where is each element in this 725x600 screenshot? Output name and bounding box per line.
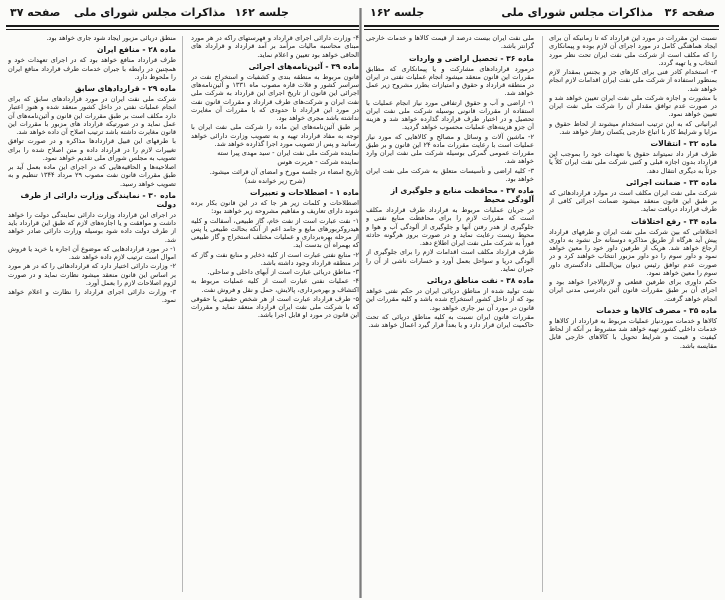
page-running-title: مذاکرات مجلس شورای ملی <box>74 6 226 19</box>
paragraph: شرکت ملی نفت ایران در مورد قراردادهای سابق که برای انجام عملیات نفتی در داخل کشور منعقد شده و هنوز اعتبار دارد مکلف است بر طبق مقررات این قانون و آئین‌نامه‌های آن عمل نماید و در صورتیکه قرارداد های مزبور با مقررات این قانون مغایرت داشته باشد ترتیب اصلاح آن داده خواهد شد. <box>8 95 176 136</box>
paragraph: منطق دریائی مزبور ایجاد شود جاری خواهد بود. <box>46 34 176 42</box>
article-heading: ماده ۳۳ - ضمانت اجرائی <box>625 177 717 187</box>
book-gutter <box>359 8 362 598</box>
text-column-left <box>366 34 534 596</box>
page-number: صفحه ۳۷ <box>10 6 61 19</box>
paragraph: ۲- ماشین آلات و وسائل و مصالح و کالاهایی که مورد نیاز عملیات است با رعایت مقررات ماده ۲۴ این قانون و بر طبق مقررات عمومی گمرکی بوسیله شرکت ملی نفت ایران وارد خواهد شد. <box>366 132 534 166</box>
paragraph: بر طبق آئین‌نامه‌های این ماده را شرکت ملی نفت ایران با توجه به مفاد قرارداد تهیه و به تصویب وزارت دارائی خواهد رسانید و پس از تصویب مورد اجرا گذارده خواهد شد. <box>191 123 359 148</box>
centered-note: (شرح زیر خوانده شد) <box>244 176 306 185</box>
paragraph: شرکت ملی نفت ایران مکلف است در موارد قراردادهائی که بر طبق این قانون منعقد میشود ضمانت اجرائی کافی از طرف قرارداد دریافت نماید. <box>549 188 717 214</box>
paragraph: نماینده شرکت - هربرت هوس <box>277 158 359 167</box>
article-heading: ماده ۲۹ - قراردادهای سابق <box>74 84 176 93</box>
paragraph: ایرانیانی که به این ترتیب استخدام میشوند از لحاظ حقوق و مزایا و شرایط کار با اتباع خارجی یکسان رفتار خواهد شد. <box>549 119 717 136</box>
article-heading: ماده ۳۸ - نفت مناطق دریائی <box>426 276 534 285</box>
paragraph: ۴- وزارت دارائی اجرای قرارداد و فهرستهای راکه در هر مورد مبنای محاسبه مالیات مرآمد بر آمد قرارداد و قرارداد های الحاقی خواهد بود تعیین و اعلام نماید. <box>191 34 359 59</box>
page-number: صفحه ۳۶ <box>664 6 715 19</box>
article-heading: ماده ۳۵ - مصرف کالاها و خدمات <box>596 305 717 315</box>
paragraph: ۳- مناطق دریائی عبارت است از آبهای داخلی و ساحلی. <box>207 268 359 276</box>
header-rule <box>364 25 719 27</box>
paragraph: اصلاحیه‌ها و الحاقیه‌هایی که در اجرای این ماده بعمل آید بر طبق مقررات قانون نفت مصوب ۲۹ مرداد ۱۳۴۴ تنظیم و به تصویب خواهد رسید. <box>8 163 176 188</box>
left-page <box>6 0 361 600</box>
column-divider <box>182 36 183 592</box>
paragraph: ۳- استخدام کادر فنی برای کارهای جز و بجنس بمقدار لازم بمنظور استفاده از شرکت ملی نفت ایران اقدامات لازم انجام خواهد شد. <box>549 68 717 93</box>
paragraph: ۱- اراضی و آب و حقوق ارتفاقی مورد نیاز انجام عملیات با استفاده از مقررات قانونی بوسیله شرکت ملی نفت ایران تحصیل و در اختیار طرف قرارداد گذارده خواهد شد و هزینه آن جزو هزینه‌های عملیات محسوب خواهد گردید. <box>366 98 534 132</box>
session-label: جلسه ۱۶۲ <box>370 6 425 19</box>
article-heading: ماده ۳۶ - تحصیل اراضی و واردات <box>408 53 534 63</box>
paragraph: ۱- نفت عبارت است از نفت خام، گاز طبیعی، آسفالت و کلیه هیدروکربورهای مایع و جامد اعم از آنکه بحالت طبیعی یا پس از مرحله بهره‌برداری و عملیات مختلف استخراج و گاز طبیعی که بهمراه آن بدست آید. <box>191 216 359 250</box>
column-divider <box>542 36 543 592</box>
paragraph: ۴- عملیات نفتی عبارت است از کلیه عملیات مربوط به اکتشاف و بهره‌برداری، پالایش، حمل و نقل و فروش نفت. <box>191 277 359 294</box>
article-heading: ماده ۳۴ - رفع اختلافات <box>631 216 717 226</box>
paragraph: ۵- طرف قرارداد عبارت است از هر شخص حقیقی یا حقوقی که با شرکت ملی نفت ایران قرارداد منعقد نماید و مقررات این قانون در مورد او قابل اجرا باشد. <box>191 294 359 320</box>
paragraph: نماینده شرکت ملی نفت ایران - سید مهدی پیرا سته <box>217 149 359 157</box>
header-rule <box>364 29 719 30</box>
page-running-title: مذاکرات مجلس شورای ملی <box>501 6 653 19</box>
text-column-right <box>191 34 359 596</box>
paragraph: ۲- وزارت دارائی اختیار دارد که قراردادهائی را که در هر مورد بر اساس این قانون منعقد میشود نظارت نماید و در صورت لزوم اصلاحات لازم را بعمل آورد. <box>8 262 176 287</box>
article-heading: ماده ۳۹ - آئین‌نامه‌های اجرائی <box>248 61 359 71</box>
paragraph: ۱- در مورد قراردادهایی که موضوع آن اجاره یا خرید یا فروش اموال است ترتیب لازم داده خواهد شد. <box>8 244 176 261</box>
article-heading: ماده ۲۸ - منافع ایران <box>96 45 176 55</box>
header-rule <box>6 25 361 27</box>
paragraph: طرف قرارداد منافع خواهد بود که در اجرای تعهدات خود و همچنین در رابطه با جبران خدمات طرف قرارداد منافع ایران را ملحوظ دارد. <box>8 56 176 81</box>
article-heading: ماده ۳۷ - محافظت منابع و جلوگیری از آلودگی محیط <box>390 186 534 204</box>
paragraph: اختلافاتی که بین شرکت ملی نفت ایران و طرفهای قرارداد پیش آید هرگاه از طریق مذاکره دوستانه حل نشود به داوری ارجاع خواهد شد. هریک از طرفین داور خود را معین خواهد نمود و داور سوم را دو داور مزبور انتخاب خواهند کرد و در صورت عدم توافق رئیس دیوان بین‌المللی دادگستری داور سوم را معین خواهد نمود. <box>549 227 717 277</box>
paragraph: ۳- کلیه اراضی و تأسیسات متعلق به شرکت ملی نفت ایران خواهد بود. <box>366 166 534 183</box>
paragraph: کالاها و خدمات موردنیاز عملیات مربوط به قرارداد از کالاها و خدمات داخلی کشور تهیه خواهد شد مشروط بر آنکه از لحاظ کیفیت و قیمت و شرایط تحویل با کالاهای خارجی قابل مقایسه باشد. <box>549 316 717 350</box>
text-column-left <box>8 34 176 596</box>
right-page <box>364 0 719 600</box>
paragraph: قانون مربوط به منطقه بندی و کشفیات و استخراج نفت در سراسر کشور و فلات قاره مصوب ماه ۱۳۳۱ و آئین‌نامه‌های اجرائی این قانون از تاریخ اجرای این قرارداد به شرکت ملی نفت ایران و شرکت‌های طرف قرارداد و مقررات قانون نفت در مورد این قرارداد تا حدودی که با مقررات آن مغایرت نداشته باشد مجری خواهد بود. <box>191 72 359 122</box>
paragraph: نسبت این مقررات در مورد این قرارداد که تا زمانیکه آن برای ایجاد هماهنگی کامل در مورد اجرای آن لازم بوده و پیمانکاری را که مکلف است از شرکت ملی نفت ایران تحت نظر مورد انتخاب و یا تهیه گردد. <box>549 34 717 67</box>
paragraph: طرف قرارداد مکلف است اقدامات لازم را برای جلوگیری از آلودگی دریا و سواحل بعمل آورد و خسارات ناشی از آن را جبران نماید. <box>366 248 534 273</box>
article-heading: ماده ۳۰ - نمایندگی وزارت دارائی از طرف دولت <box>20 190 176 209</box>
page-header <box>6 4 361 22</box>
article-heading: ماده ۳۲ - انتقالات <box>650 139 717 148</box>
session-label: جلسه ۱۶۲ <box>234 6 289 19</box>
paragraph: ۳- وزارت دارائی اجرای قرارداد را نظارت و اعلام خواهد نمود. <box>8 288 176 305</box>
paragraph: ملی نفت ایران بیست درصد از قیمت کالاها و خدمات خارجی گرانتر باشد. <box>366 34 534 51</box>
paragraph: تاریخ امضاء در جلسه مورخ و امضای آن قرائت میشود. <box>209 167 359 176</box>
article-heading: ماده ۱ - اصطلاحات و تعبیرات <box>249 188 359 197</box>
paragraph: با مشورت و اجازه شرکت ملی نفت ایران تعیین خواهد شد و در صورت عدم توافق مقدار آن را شرکت ملی نفت ایران تعیین خواهد نمود. <box>549 93 717 119</box>
paragraph: ۲- منابع نفتی عبارت است از کلیه ذخایر و منابع نفت و گاز که در منطقه قرارداد وجود داشته باشد. <box>191 250 359 267</box>
paragraph: در اجرای این قرارداد وزارت دارائی نمایندگی دولت را خواهد داشت و موافقت و یا اجازه‌های لازم که طبق این قرارداد باید از طرف دولت داده شود بوسیله وزارت دارائی صادر خواهد شد. <box>8 210 176 244</box>
page-header <box>364 4 719 22</box>
paragraph: با طرفهای این قبیل قراردادها مذاکره و در صورت توافق تغییرات لازم را در قرارداد داده و متن اصلاح شده را برای تصویب به مجلس شورای ملی تقدیم خواهد نمود. <box>8 137 176 162</box>
paragraph: طرف قرار داد نمیتواند حقوق یا تعهدات خود را بموجب این قرارداد بدون اجازه قبلی و کتبی شرکت ملی نفت ایران کلاً یا جزئاً به دیگری انتقال دهد. <box>549 150 717 175</box>
paragraph: درمورد قراردادهای مشارکت و یا پیمانکاری که مطابق مقررات این قانون منعقد میشود انجام عملیات نفتی در ایران در منطقه قرارداد و حقوق و امتیازات بطرز مشروح زیر عمل خواهد شد. <box>366 64 534 98</box>
header-rule <box>6 29 361 30</box>
paragraph: در جریان عملیات مربوط به قرارداد طرف قرارداد مکلف است که مقررات لازم را برای محافظت منابع نفتی و جلوگیری از هدر رفتن آنها و جلوگیری از آلودگی آب و هوا و محیط زیست رعایت نماید و در صورت بروز هرگونه حادثه فوراً به شرکت ملی نفت ایران اطلاع دهد. <box>366 206 534 247</box>
paragraph: اصطلاحات و کلمات زیر هر جا که در این قانون بکار برده شوند دارای تعاریف و مفاهیم مشروحه زیر خواهند بود: <box>191 199 359 216</box>
paragraph: نفت تولید شده از مناطق دریائی ایران در حکم نفتی خواهد بود که از داخل کشور استخراج شده باشد و کلیه مقررات این قانون در مورد آن نیز جاری خواهد بود. <box>366 287 534 312</box>
paragraph: حکم داوری برای طرفین قطعی و لازم‌الاجرا خواهد بود و اجرای آن بر طبق مقررات قانون آئین دادرسی مدنی ایران انجام خواهد گرفت. <box>549 278 717 303</box>
paragraph: مقررات قانون ایران نسبت به کلیه مناطق دریائی که تحت حاکمیت ایران قرار دارد و یا بعداً قرار گیرد اعمال خواهد شد. <box>366 312 534 329</box>
text-column-right <box>549 34 717 596</box>
